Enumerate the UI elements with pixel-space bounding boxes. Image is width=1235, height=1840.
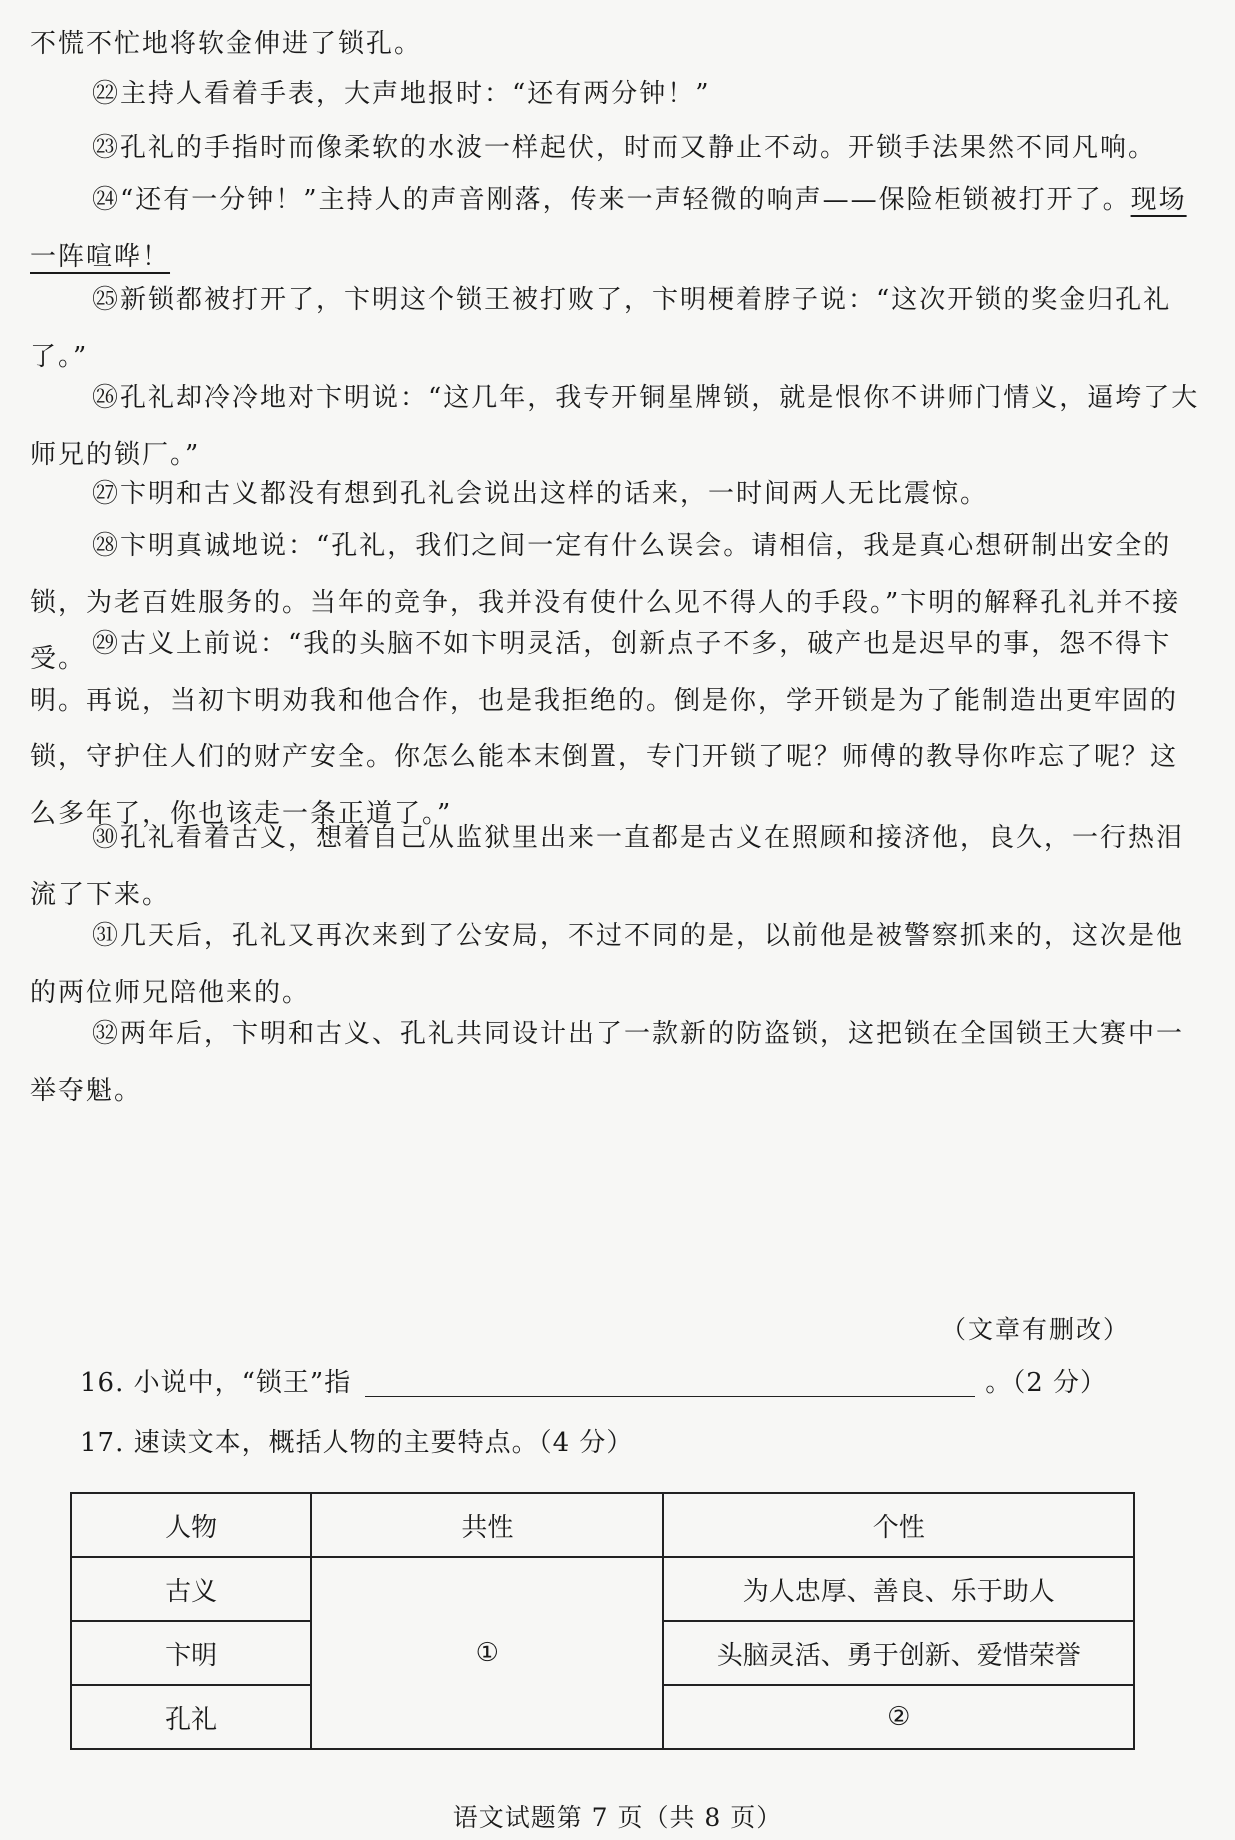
- table-header-row: [71, 1493, 1134, 1557]
- paragraph-25: ㉕新锁都被打开了，卞明这个锁王被打败了，卞明梗着脖子说：“这次开锁的奖金归孔礼了。”: [30, 285, 1172, 372]
- paragraph-22: ㉒主持人看着手表，大声地报时：“还有两分钟！”: [92, 79, 711, 109]
- question-16: [80, 1362, 1107, 1399]
- cell-trait: 为人忠厚、善良、乐于助人: [663, 1557, 1134, 1621]
- page-footer: 语文试题第 7 页（共 8 页）: [452, 1803, 783, 1832]
- cell-trait: 头脑灵活、勇于创新、爱惜荣誉: [663, 1621, 1134, 1685]
- paragraph-24-text: ㉔“还有一分钟！”主持人的声音刚落，传来一声轻微的响声——保险柜锁被打开了。: [92, 185, 1131, 215]
- header-character: 人物: [71, 1493, 311, 1557]
- cell-name: 古义: [71, 1557, 311, 1621]
- paragraph-28: ㉘卞明真诚地说：“孔礼，我们之间一定有什么误会。请相信，我是真心想研制出安全的锁，为老百姓服务的。当年的竞争，我并没有使什么见不得人的手段。”卞明的解释孔礼并不接受。: [30, 531, 1181, 674]
- source-note: （文章有删改）: [940, 1315, 1130, 1344]
- header-common: 共性: [311, 1493, 663, 1557]
- cell-name: 卞明: [71, 1621, 311, 1685]
- header-individual: 个性: [663, 1493, 1134, 1557]
- question-16-prompt: 16. 小说中，“锁王”指: [80, 1368, 352, 1398]
- paragraph-29: ㉙古义上前说：“我的头脑不如卞明灵活，创新点子不多，破产也是迟早的事，怨不得卞明。再说，当初卞明劝我和他合作，也是我拒绝的。倒是你，学开锁是为了能制造出更牢固的锁，守护住人们的财产安全。你怎么能本末倒置，专门开锁了呢？师傅的教导你咋忘了呢？这么多年了，你也该走一条正道了。”: [30, 629, 1179, 829]
- underlined-sentence: 现场一阵喧哗！: [30, 185, 1187, 272]
- character-traits-table: [70, 1492, 1135, 1750]
- paragraph-31: ㉛几天后，孔礼又再次来到了公安局，不过不同的是，以前他是被警察抓来的，这次是他的两位师兄陪他来的。: [30, 921, 1185, 1008]
- paragraph-26: ㉖孔礼却冷冷地对卞明说：“这几年，我专开铜星牌锁，就是恨你不讲师门情义，逼垮了大师兄的锁厂。”: [30, 383, 1200, 470]
- answer-blank-16[interactable]: [365, 1366, 975, 1397]
- paragraph-30: ㉚孔礼看着古义，想着自己从监狱里出来一直都是古义在照顾和接济他，良久，一行热泪流了下来。: [30, 823, 1185, 910]
- question-17: 17. 速读文本，概括人物的主要特点。（4 分）: [80, 1428, 634, 1458]
- question-16-points: 。（2 分）: [985, 1368, 1108, 1398]
- paragraph-27: ㉗卞明和古义都没有想到孔礼会说出这样的话来，一时间两人无比震惊。: [92, 479, 989, 509]
- paragraph-23: ㉓孔礼的手指时而像柔软的水波一样起伏，时而又静止不动。开锁手法果然不同凡响。: [92, 133, 1157, 163]
- table-row: [71, 1557, 1134, 1621]
- cell-trait-answer[interactable]: ②: [663, 1685, 1134, 1749]
- paragraph-32: ㉜两年后，卞明和古义、孔礼共同设计出了一款新的防盗锁，这把锁在全国锁王大赛中一举夺魁。: [30, 1019, 1185, 1106]
- cell-name: 孔礼: [71, 1685, 311, 1749]
- paragraph-continuation: 不慌不忙地将软金伸进了锁孔。: [30, 29, 423, 59]
- cell-common-answer[interactable]: ①: [311, 1557, 663, 1749]
- paragraph-24: [30, 172, 1202, 285]
